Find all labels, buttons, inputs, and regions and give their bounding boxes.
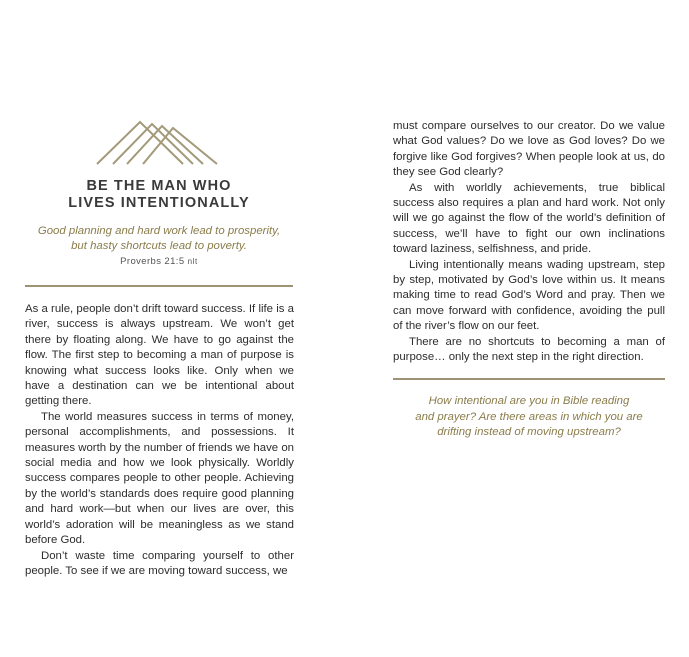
left-page-body <box>25 302 294 579</box>
mountain-peaks-icon <box>95 118 219 166</box>
right-page-body <box>393 119 665 366</box>
paragraph: There are no shortcuts to becoming a man of purpose… only the next step in the right direction. <box>393 335 665 364</box>
page-title <box>0 178 318 212</box>
title-line-1: BE THE MAN WHO <box>86 178 232 194</box>
section-divider <box>25 285 293 287</box>
verse-translation: nlt <box>187 257 198 266</box>
paragraph: As with worldly achievements, true biblical success also requires a plan and hard work. Not only will we go against the flow of the world’s definition of success, we’ll have to fight our own inclinations toward laziness, selfishness, and pride. <box>393 181 665 256</box>
section-divider <box>393 378 665 380</box>
paragraph: must compare ourselves to our creator. Do we value what God values? Do we love as God loves? Do we forgive like God forgives? When people look at us, do they see God clearly? <box>393 120 665 179</box>
verse-ref: Proverbs 21:5 <box>120 256 185 267</box>
paragraph: Living intentionally means wading upstream, step by step, motivated by God’s love within us. It means making time to read God’s Word and pray. Then we can move forward with confidence, avoiding the pull of the river’s flow on our feet. <box>393 258 665 333</box>
paragraph: As a rule, people don’t drift toward success. If life is a river, success is always upstream. We won’t get there by floating along. We have to go against the flow. The first step to becoming a man of purpose is knowing what success looks like. Only when we have a destination can we be intentional about getting there. <box>25 303 294 408</box>
paragraph: Don’t waste time comparing yourself to other people. To see if we are moving toward success, we <box>25 549 294 577</box>
question-line-2: and prayer? Are there areas in which you are <box>415 410 643 423</box>
title-line-2: LIVES INTENTIONALLY <box>68 195 250 211</box>
scripture-verse <box>25 224 293 254</box>
verse-line-1: Good planning and hard work lead to prosperity, <box>37 225 281 237</box>
reflection-question <box>393 394 665 441</box>
verse-reference <box>25 256 293 267</box>
question-line-3: drifting instead of moving upstream? <box>437 426 621 439</box>
paragraph: The world measures success in terms of money, personal accomplishments, and possessions. It measures worth by the number of friends we have on social media and how we look physically. Worldly success compares people to other people. Achieving by the world’s standards does require good planning and hard work—but when our lives are over, this world’s adoration will be meaningless as we stand before God. <box>25 410 294 547</box>
question-line-1: How intentional are you in Bible reading <box>428 395 630 407</box>
verse-line-2: but hasty shortcuts lead to poverty. <box>71 240 247 252</box>
